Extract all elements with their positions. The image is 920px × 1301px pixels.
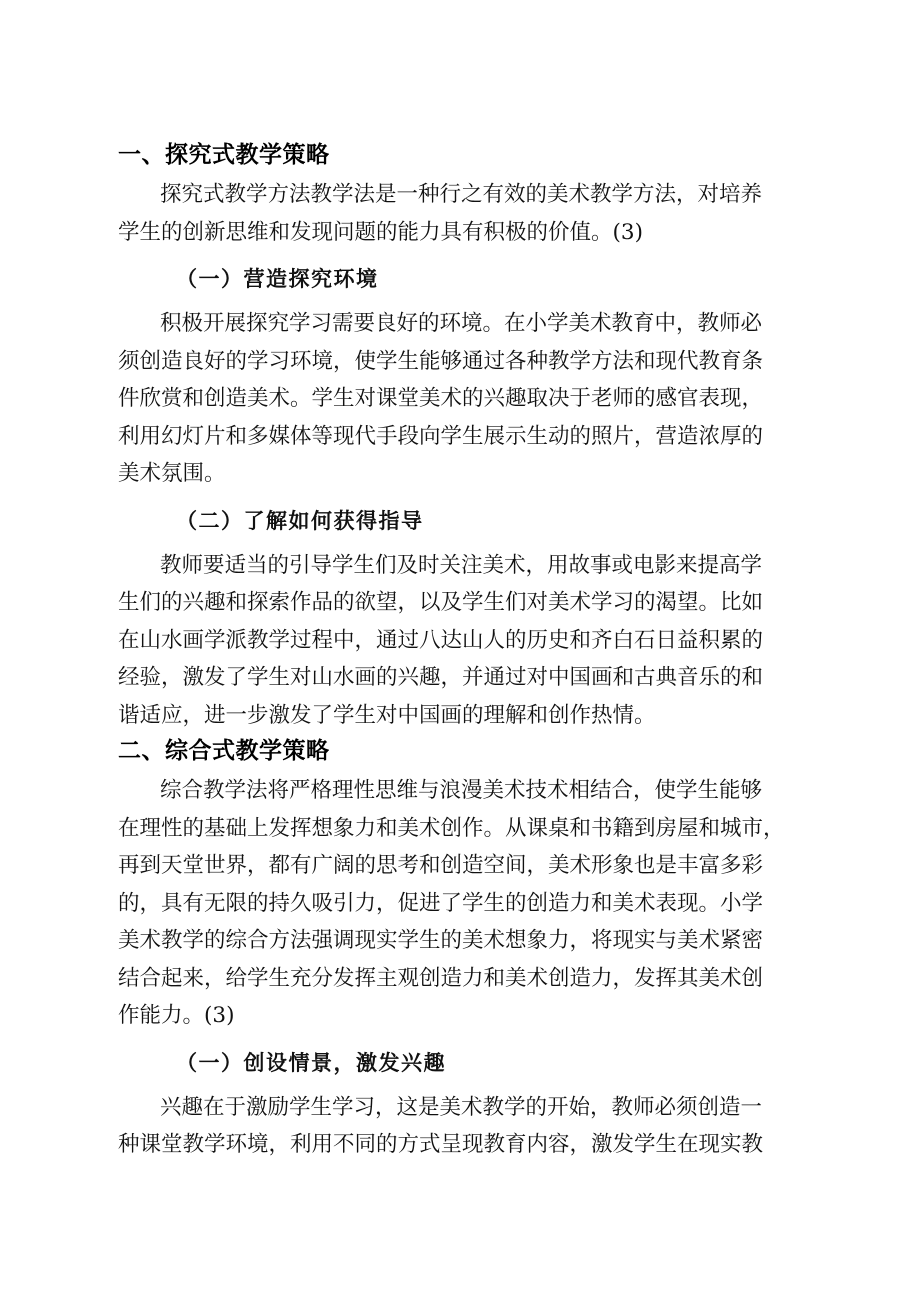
paragraph-line: 探究式教学方法教学法是一种行之有效的美术教学方法，对培养 <box>160 182 763 207</box>
subsection-heading-2-1: （一）创设情景，激发兴趣 <box>176 1049 446 1075</box>
paragraph-line: 谐适应，进一步激发了学生对中国画的理解和创作热情。 <box>118 702 656 728</box>
subsection-2-1-text <box>118 1089 808 1164</box>
document-body <box>118 138 808 1164</box>
paragraph-line: 再到天堂世界，都有广阔的思考和创造空间，美术形象也是丰富多彩 <box>118 853 764 878</box>
paragraph-line: 积极开展探究学习需要良好的环境。在小学美术教育中，教师必 <box>160 311 763 336</box>
paragraph-line: 种课堂教学环境，利用不同的方式呈现教育内容，激发学生在现实教 <box>118 1132 764 1157</box>
paragraph-line: 在理性的基础上发挥想象力和美术创作。从课桌和书籍到房屋和城市， <box>118 815 785 841</box>
paragraph-line: 教师要适当的引导学生们及时关注美术，用故事或电影来提高学 <box>160 552 763 578</box>
paragraph-line: 美术教学的综合方法强调现实学生的美术想象力，将现实与美术紧密 <box>118 928 764 953</box>
paragraph-line: 结合起来，给学生充分发挥主观创造力和美术创造力，发挥其美术创 <box>118 965 764 991</box>
subsection-heading-1-2: （二）了解如何获得指导 <box>176 507 424 533</box>
subsection-heading-1-1: （一）营造探究环境 <box>176 266 379 291</box>
section-heading-1: 一、探究式教学策略 <box>118 142 330 168</box>
subsection-1-2-text <box>118 547 808 735</box>
paragraph-line: 在山水画学派教学过程中，通过八达山人的历史和齐白石日益积累的 <box>118 627 764 653</box>
paragraph-line: 经验，激发了学生对山水画的兴趣，并通过对中国画和古典音乐的和 <box>118 665 764 690</box>
section-1-intro <box>118 176 808 251</box>
paragraph-line: 作能力。(3) <box>118 1003 235 1028</box>
section-heading-2: 二、综合式教学策略 <box>118 738 330 764</box>
subsection-1-1-text <box>118 305 808 493</box>
paragraph-line: 须创造良好的学习环境，使学生能够通过各种教学方法和现代教育条 <box>118 348 764 374</box>
paragraph-line: 生们的兴趣和探索作品的欲望，以及学生们对美术学习的渴望。比如 <box>118 590 764 615</box>
paragraph-line: 学生的创新思维和发现问题的能力具有积极的价值。(3) <box>118 219 643 245</box>
paragraph-line: 综合教学法将严格理性思维与浪漫美术技术相结合，使学生能够 <box>160 778 763 803</box>
paragraph-line: 的，具有无限的持久吸引力，促进了学生的创造力和美术表现。小学 <box>118 890 764 916</box>
paragraph-line: 兴趣在于激励学生学习，这是美术教学的开始，教师必须创造一 <box>160 1094 763 1120</box>
paragraph-line: 美术氛围。 <box>118 461 226 486</box>
paragraph-line: 件欣赏和创造美术。学生对课堂美术的兴趣取决于老师的感官表现， <box>118 386 764 411</box>
paragraph-line: 利用幻灯片和多媒体等现代手段向学生展示生动的照片，营造浓厚的 <box>118 423 764 449</box>
section-2-intro <box>118 772 808 1035</box>
